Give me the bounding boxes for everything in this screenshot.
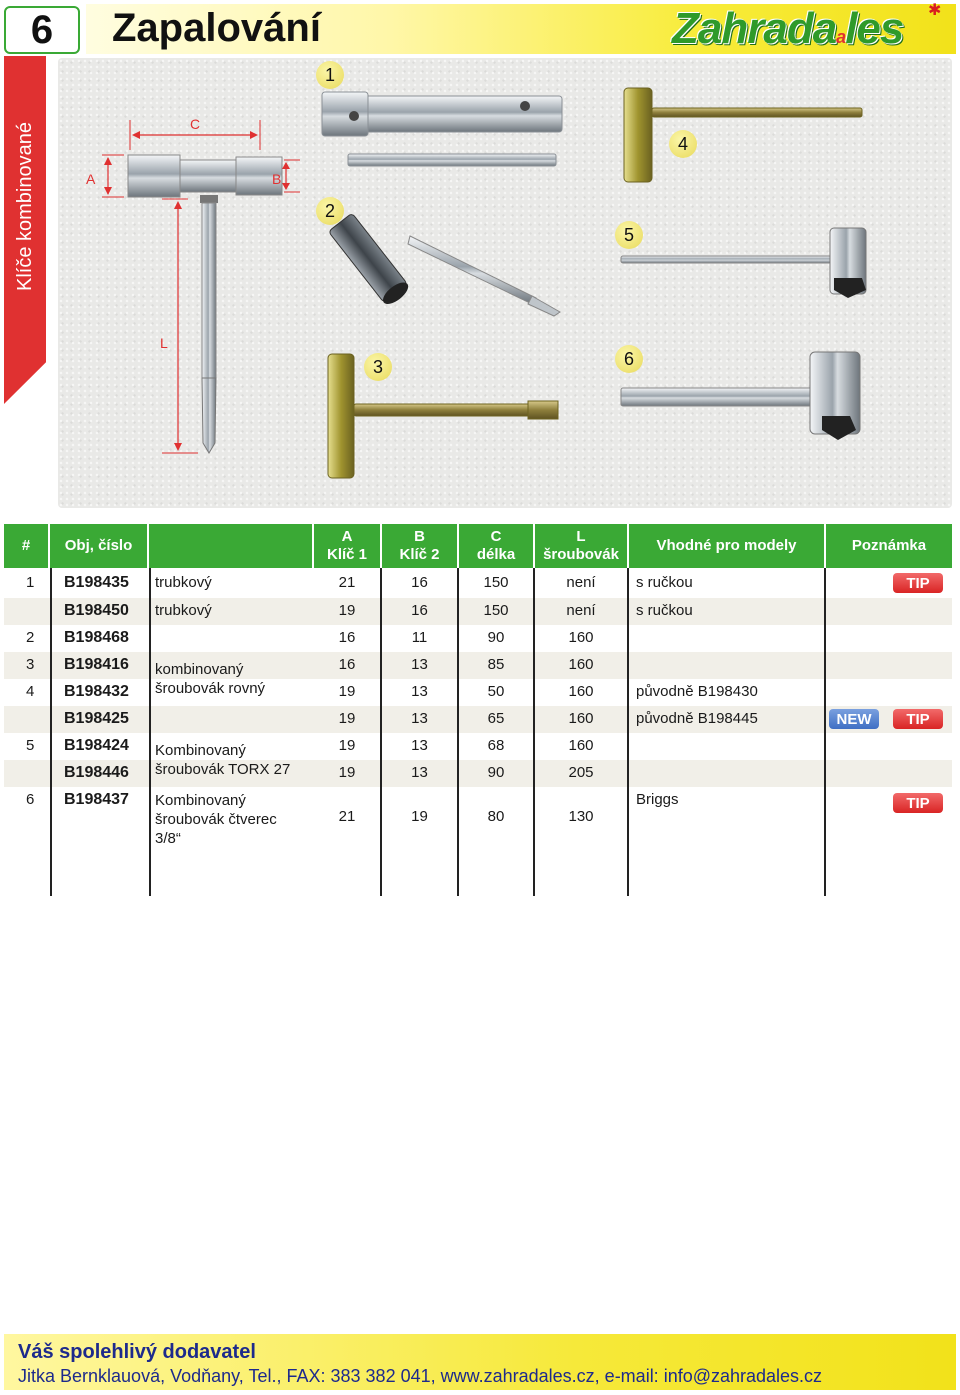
dimension-a: 19 bbox=[338, 683, 356, 700]
group-desc-line: šroubovák rovný bbox=[155, 680, 266, 697]
dimension-l: 160 bbox=[568, 683, 594, 700]
dimension-b: 16 bbox=[411, 602, 428, 619]
page-number: 6 bbox=[4, 6, 80, 54]
footer-contact[interactable]: Jitka Bernklauová, Vodňany, Tel., FAX: 383 382 041, www.zahradales.cz, e-mail: info@zahradales.cz bbox=[18, 1366, 823, 1386]
product-code: B198435 bbox=[64, 574, 129, 591]
product-code: B198437 bbox=[64, 791, 129, 808]
header-b bbox=[382, 524, 457, 568]
group-desc-line: šroubovák TORX 27 bbox=[155, 761, 291, 778]
header-c bbox=[459, 524, 533, 568]
item-number-2: 2 bbox=[316, 197, 344, 225]
footer-title: Váš spolehlivý dodavatel bbox=[18, 1341, 256, 1363]
header-note: Poznámka bbox=[851, 537, 927, 554]
dimension-l: není bbox=[566, 574, 596, 591]
logo-tail: les bbox=[845, 4, 904, 53]
group-desc-line: šroubovák čtverec bbox=[155, 811, 277, 828]
dimension-label-l: L bbox=[160, 335, 168, 351]
product-1 bbox=[322, 92, 562, 166]
dimension-l: není bbox=[566, 602, 596, 619]
dimension-a: 16 bbox=[338, 656, 356, 673]
header-code: Obj, číslo bbox=[64, 537, 133, 554]
dimension-a: 19 bbox=[338, 764, 356, 781]
header-a-bottom: Klíč 1 bbox=[326, 546, 368, 563]
product-code: B198424 bbox=[64, 737, 129, 754]
dimension-b: 13 bbox=[411, 764, 428, 781]
row-number: 4 bbox=[26, 683, 35, 700]
product-6 bbox=[621, 352, 860, 440]
dimension-c: 80 bbox=[487, 808, 505, 825]
dimension-c: 90 bbox=[487, 629, 505, 646]
dimension-b: 19 bbox=[411, 808, 428, 825]
product-2 bbox=[328, 213, 560, 316]
product-code: B198468 bbox=[64, 629, 129, 646]
item-number-4: 4 bbox=[669, 130, 697, 158]
suitable-models: Briggs bbox=[636, 791, 679, 808]
header-models: Vhodné pro modely bbox=[656, 537, 797, 554]
tip-badge: TIP bbox=[893, 709, 943, 729]
logo-small-a: a bbox=[836, 27, 846, 47]
row-number: 3 bbox=[26, 656, 35, 673]
dimension-c: 50 bbox=[487, 683, 505, 700]
dimension-c: 90 bbox=[487, 764, 505, 781]
header-a-top: A bbox=[341, 528, 353, 545]
dimension-l: 160 bbox=[568, 629, 594, 646]
dimension-b: 13 bbox=[411, 710, 428, 727]
dimension-label-b: B bbox=[272, 171, 282, 187]
product-code: B198450 bbox=[64, 602, 129, 619]
header-c-bottom: délka bbox=[476, 546, 516, 563]
dimension-c: 68 bbox=[487, 737, 505, 754]
item-number-5: 5 bbox=[615, 221, 643, 249]
dimension-l: 160 bbox=[568, 737, 594, 754]
item-number-1: 1 bbox=[316, 61, 344, 89]
dimension-a: 21 bbox=[338, 574, 356, 591]
group-desc-line: 3/8“ bbox=[155, 830, 181, 847]
dimension-b: 13 bbox=[411, 656, 428, 673]
header-l-bottom: šroubovák bbox=[543, 546, 619, 563]
side-tab-label: Klíče kombinované bbox=[13, 121, 36, 291]
dimension-a: 19 bbox=[338, 710, 356, 727]
product-3 bbox=[328, 354, 558, 478]
dimension-l: 160 bbox=[568, 656, 594, 673]
suitable-models: původně B198430 bbox=[636, 683, 758, 700]
item-number-3: 3 bbox=[364, 353, 392, 381]
dimension-b: 11 bbox=[411, 629, 428, 646]
product-5 bbox=[621, 228, 866, 298]
group-desc-line: Kombinovaný bbox=[155, 742, 246, 759]
dimension-label-c: C bbox=[190, 116, 201, 132]
dimension-b: 16 bbox=[411, 574, 428, 591]
suitable-models: s ručkou bbox=[636, 602, 693, 619]
product-description: trubkový bbox=[155, 602, 212, 619]
dimension-a: 19 bbox=[338, 602, 356, 619]
group-desc-line: kombinovaný bbox=[155, 661, 244, 678]
dimension-l: 130 bbox=[568, 808, 594, 825]
row-number: 2 bbox=[26, 629, 35, 646]
dimension-c: 85 bbox=[487, 656, 505, 673]
header-num: # bbox=[21, 537, 31, 554]
product-table bbox=[4, 524, 952, 854]
row-number: 6 bbox=[26, 791, 35, 808]
dimension-c: 65 bbox=[487, 710, 505, 727]
new-badge: NEW bbox=[829, 709, 879, 729]
row-number: 5 bbox=[26, 737, 35, 754]
brand-logo[interactable] bbox=[672, 4, 903, 54]
dimension-b: 13 bbox=[411, 683, 428, 700]
dimension-c: 150 bbox=[483, 602, 509, 619]
dimension-c: 150 bbox=[483, 574, 509, 591]
item-number-6: 6 bbox=[615, 345, 643, 373]
dimension-l: 205 bbox=[568, 764, 594, 781]
product-code: B198416 bbox=[64, 656, 129, 673]
group-desc-line: Kombinovaný bbox=[155, 792, 246, 809]
header-b-top: B bbox=[414, 528, 425, 545]
logo-text: Zahrada bbox=[672, 4, 837, 53]
dimension-a: 21 bbox=[338, 808, 356, 825]
dimension-drawing bbox=[102, 120, 300, 453]
suitable-models: s ručkou bbox=[636, 574, 693, 591]
product-description: trubkový bbox=[155, 574, 212, 591]
maple-leaf-icon: ✱ bbox=[928, 2, 942, 19]
row-number: 1 bbox=[26, 574, 35, 591]
suitable-models: původně B198445 bbox=[636, 710, 758, 727]
header-l bbox=[535, 524, 627, 568]
page-title: Zapalování bbox=[112, 6, 321, 50]
dimension-l: 160 bbox=[568, 710, 594, 727]
product-code: B198432 bbox=[64, 683, 129, 700]
dimension-a: 16 bbox=[338, 629, 356, 646]
header-c-top: C bbox=[490, 528, 502, 545]
product-4 bbox=[624, 88, 862, 182]
product-image-area bbox=[58, 58, 952, 508]
tip-badge: TIP bbox=[893, 793, 943, 813]
header-a bbox=[314, 524, 380, 568]
product-code: B198425 bbox=[64, 710, 129, 727]
dimension-a: 19 bbox=[338, 737, 356, 754]
side-tab-label-wrap bbox=[4, 56, 46, 356]
dimension-label-a: A bbox=[86, 171, 96, 187]
product-code: B198446 bbox=[64, 764, 129, 781]
dimension-b: 13 bbox=[411, 737, 428, 754]
header-l-top: L bbox=[576, 528, 586, 545]
header-b-bottom: Klíč 2 bbox=[399, 546, 440, 563]
tip-badge: TIP bbox=[893, 573, 943, 593]
